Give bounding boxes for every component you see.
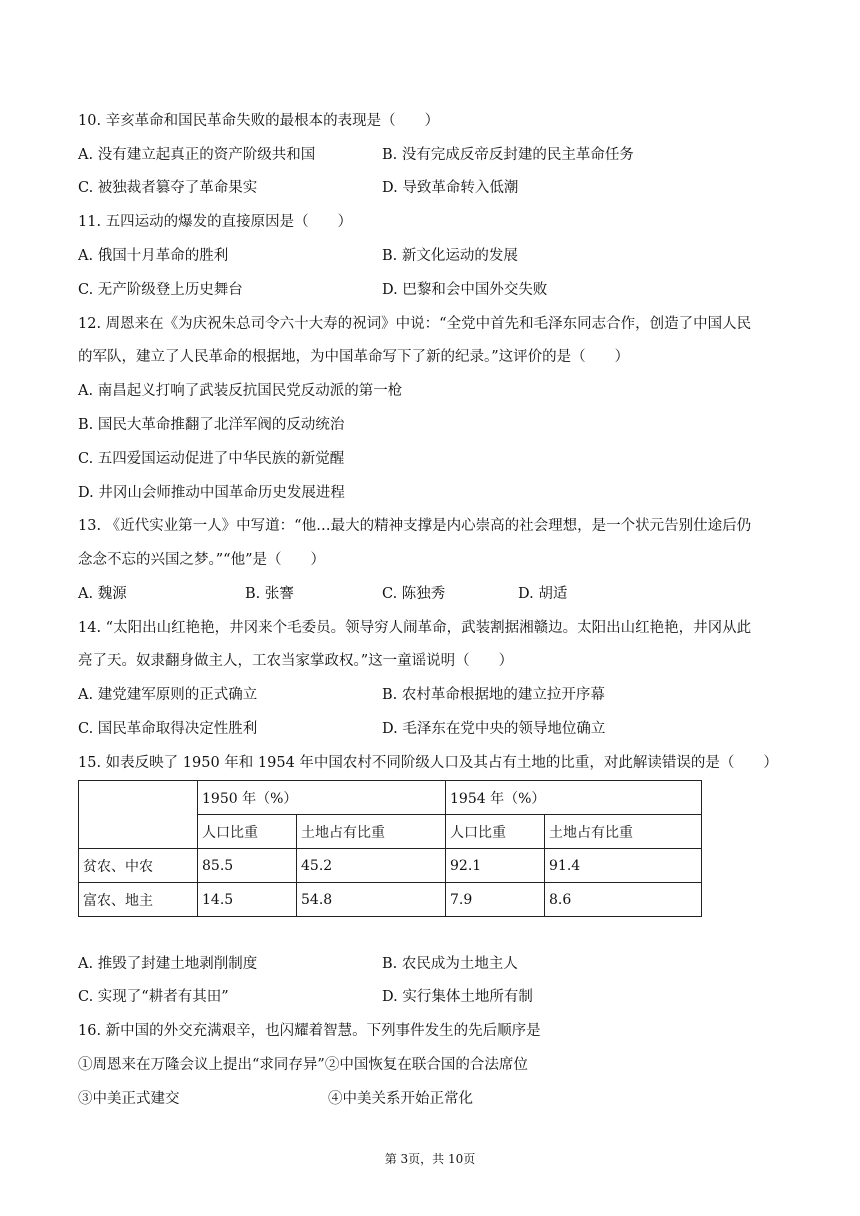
question-13-option-d[interactable]: D. 胡适 [518, 586, 568, 602]
table-subheader: 土地占有比重 [545, 815, 702, 849]
question-14-option-c[interactable]: C. 国民革命取得决定性胜利 [78, 721, 258, 737]
table-cell: 14.5 [198, 883, 297, 917]
question-11-stem: 11. 五四运动的爆发的直接原因是（ ） [78, 214, 353, 230]
table-cell: 8.6 [545, 883, 702, 917]
question-12-option-b[interactable]: B. 国民大革命推翻了北洋军阀的反动统治 [78, 417, 345, 433]
question-11-option-b[interactable]: B. 新文化运动的发展 [382, 248, 518, 264]
table-row-label: 富农、地主 [79, 883, 198, 917]
question-14-option-d[interactable]: D. 毛泽东在党中央的领导地位确立 [382, 721, 606, 737]
question-12-stem-line1: 12. 周恩来在《为庆祝朱总司令六十大寿的祝词》中说：“全党中首先和毛泽东同志合作，创造了中国人民 [78, 316, 752, 332]
question-13-option-b[interactable]: B. 张謇 [245, 586, 294, 602]
table-header-1950: 1950 年（%） [198, 781, 446, 815]
question-15-option-a[interactable]: A. 推毁了封建土地剥削制度 [78, 956, 258, 972]
question-14-stem-line2: 亮了天。奴隶翻身做主人，工农当家掌政权。”这一童谣说明（ ） [78, 653, 514, 669]
question-13-stem-line2: 念念不忘的兴国之梦。”“他”是（ ） [78, 552, 325, 568]
question-12-option-a[interactable]: A. 南昌起义打响了武装反抗国民党反动派的第一枪 [78, 383, 403, 399]
table-row [79, 883, 702, 917]
table-subheader: 土地占有比重 [297, 815, 446, 849]
question-10-stem: 10. 辛亥革命和国民革命失败的最根本的表现是（ ） [78, 113, 440, 129]
question-15-option-d[interactable]: D. 实行集体土地所有制 [382, 989, 533, 1005]
question-12-stem-line2: 的军队，建立了人民革命的根据地，为中国革命写下了新的纪录。”这评价的是（ ） [78, 349, 630, 365]
table-cell: 85.5 [198, 849, 297, 883]
table-cell: 91.4 [545, 849, 702, 883]
question-16-event-4: ④中美关系开始正常化 [328, 1091, 473, 1107]
question-15-option-b[interactable]: B. 农民成为土地主人 [382, 956, 518, 972]
question-12-option-d[interactable]: D. 井冈山会师推动中国革命历史发展进程 [78, 485, 345, 501]
table-cell: 92.1 [446, 849, 545, 883]
table-cell: 45.2 [297, 849, 446, 883]
question-14-option-b[interactable]: B. 农村革命根据地的建立拉开序幕 [382, 687, 605, 703]
question-14-stem-line1: 14. “太阳出山红艳艳，井冈来个毛委员。领导穷人闹革命，武装割据湘赣边。太阳出山红艳艳，井冈从此 [78, 620, 752, 636]
question-10-option-a[interactable]: A. 没有建立起真正的资产阶级共和国 [78, 147, 316, 163]
question-11-option-c[interactable]: C. 无产阶级登上历史舞台 [78, 282, 243, 298]
table-subheader: 人口比重 [198, 815, 297, 849]
question-11-option-a[interactable]: A. 俄国十月革命的胜利 [78, 248, 229, 264]
page-footer: 第 3页，共 10页 [384, 1152, 476, 1166]
question-15-option-c[interactable]: C. 实现了“耕者有其田” [78, 989, 229, 1005]
question-14-option-a[interactable]: A. 建党建军原则的正式确立 [78, 687, 258, 703]
question-16-event-3: ③中美正式建交 [78, 1091, 180, 1107]
question-13-option-c[interactable]: C. 陈独秀 [382, 586, 446, 602]
table-row [79, 849, 702, 883]
question-13-stem-line1: 13. 《近代实业第一人》中写道：“他…最大的精神支撑是内心崇高的社会理想，是一个状元告别仕途后仍 [78, 518, 752, 534]
question-15-stem: 15. 如表反映了 1950 年和 1954 年中国农村不同阶级人口及其占有土地的比重，对此解读错误的是（ ） [78, 755, 778, 771]
table-cell: 54.8 [297, 883, 446, 917]
table-subheader: 人口比重 [446, 815, 545, 849]
table-corner-cell [79, 781, 198, 849]
question-12-option-c[interactable]: C. 五四爱国运动促进了中华民族的新觉醒 [78, 451, 345, 467]
question-16-stem: 16. 新中国的外交充满艰辛，也闪耀着智慧。下列事件发生的先后顺序是 [78, 1023, 541, 1039]
question-11-option-d[interactable]: D. 巴黎和会中国外交失败 [382, 282, 548, 298]
question-10-option-c[interactable]: C. 被独裁者篡夺了革命果实 [78, 180, 258, 196]
question-10-option-b[interactable]: B. 没有完成反帝反封建的民主革命任务 [382, 147, 634, 163]
question-13-option-a[interactable]: A. 魏源 [78, 586, 127, 602]
table-row-label: 贫农、中农 [79, 849, 198, 883]
land-ratio-table [78, 780, 702, 917]
table-cell: 7.9 [446, 883, 545, 917]
table-header-1954: 1954 年（%） [446, 781, 702, 815]
question-10-option-d[interactable]: D. 导致革命转入低潮 [382, 180, 519, 196]
question-16-events-line: ①周恩来在万隆会议上提出“求同存异”②中国恢复在联合国的合法席位 [78, 1057, 528, 1073]
